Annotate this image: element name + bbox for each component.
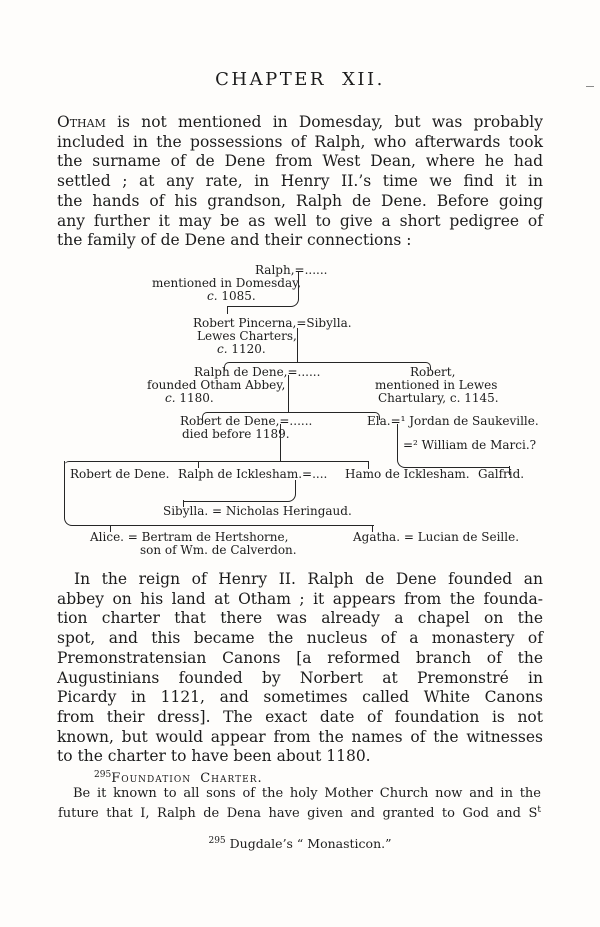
- pedigree-sibylla: Sibylla. = Nicholas Heringaud.: [163, 504, 352, 518]
- pedigree-robert-pincerna-date: c. 1120.: [217, 342, 266, 356]
- connector-gen4-sibling-bar: [202, 412, 380, 420]
- connector-tick-galfrid: [509, 466, 510, 475]
- text-line: Augustinians founded by Norbert at Premonstré in: [57, 668, 543, 687]
- connector-sibylla-descent: [183, 480, 296, 502]
- chapter-heading: CHAPTER XII.: [215, 69, 385, 90]
- pedigree-alice-line1: Alice. = Bertram de Hertshorne,: [90, 530, 289, 544]
- connector-tick-agatha: [372, 525, 373, 532]
- text-line: any further it may be as well to give a short pedigree of: [57, 211, 543, 230]
- pedigree-ralph-sr-name: Ralph,=......: [255, 263, 328, 277]
- text-line: included in the possessions of Ralph, who afterwards took: [57, 132, 543, 151]
- paragraph-intro: [57, 113, 543, 251]
- pedigree-ralph-de-dene-name: Ralph de Dene,=......: [194, 365, 321, 379]
- connector-ela-marriage-bracket: [397, 424, 510, 468]
- pedigree-ralph-de-dene-note: founded Otham Abbey,: [147, 378, 286, 392]
- pedigree-agatha: Agatha. = Lucian de Seille.: [353, 530, 520, 544]
- text-line: the hands of his grandson, Ralph de Dene. Before going: [57, 191, 543, 210]
- text-line: Picardy in 1121, and sometimes called White Canons: [57, 688, 543, 707]
- text-line: from their dress]. The exact date of foundation is not: [57, 707, 543, 726]
- pedigree-robert-pincerna-note: Lewes Charters,: [197, 329, 297, 343]
- paragraph-foundation: [57, 570, 543, 767]
- text-line: [57, 113, 543, 133]
- connector-robert-de-dene-jr-descent: [280, 424, 281, 462]
- pedigree-ralph-de-dene-date: c. 1180.: [165, 391, 214, 405]
- text-line-rest: is not mentioned in Domesday, but was probably: [105, 113, 543, 131]
- pedigree-child-galfrid: Galfrid.: [478, 467, 525, 481]
- pedigree-ela-name: Ela.=¹ Jordan de Saukeville.: [367, 414, 539, 428]
- text-line: settled ; at any rate, in Henry II.’s time we find it in: [57, 172, 543, 191]
- pedigree-child-ralph-icklesham: Ralph de Icklesham.=....: [178, 467, 328, 481]
- text-line: the surname of de Dene from West Dean, where he had: [57, 152, 543, 171]
- pedigree-ralph-sr-note: mentioned in Domesday,: [152, 276, 302, 290]
- pedigree-robert-lewes-name: Robert,: [410, 365, 456, 379]
- text-line: spot, and this became the nucleus of a monastery of: [57, 629, 543, 648]
- charter-heading: [94, 770, 263, 786]
- footnote: [0, 836, 600, 851]
- text-line: abbey on his land at Otham ; it appears from the founda-: [57, 589, 543, 608]
- pedigree-robert-lewes-note: mentioned in Lewes: [375, 378, 498, 392]
- scan-artifact-dash: [586, 86, 594, 87]
- pedigree-robert-lewes-date: Chartulary, c. 1145.: [378, 391, 499, 405]
- charter-footnote-ref: 295: [94, 770, 112, 780]
- connector-gen3-sibling-bar: [224, 362, 431, 370]
- lead-word-small-caps: Otham: [57, 113, 106, 131]
- pedigree-ela-marriage2: =² William de Marci.?: [403, 438, 537, 452]
- footnote-ref: 295: [208, 836, 226, 846]
- text-line: the family of de Dene and their connections :: [57, 231, 412, 250]
- pedigree-ralph-sr-date: c. 1085.: [207, 289, 256, 303]
- charter-line2-text: future that I, Ralph de Dena have given and granted to God and S: [58, 806, 538, 822]
- connector-tick-sibylla: [183, 500, 184, 507]
- connector-tick-robert-pincerna: [227, 306, 228, 314]
- charter-body: [58, 786, 541, 823]
- text-line: [58, 802, 541, 822]
- text-line: known, but would appear from the names of the witnesses: [57, 727, 543, 746]
- charter-heading-text: Foundation Charter.: [111, 771, 263, 786]
- pedigree-alice-line2: son of Wm. de Calverdon.: [140, 543, 297, 557]
- text-line: to the charter to have been about 1180.: [57, 747, 371, 766]
- pedigree-child-robert: Robert de Dene.: [70, 467, 170, 481]
- footnote-text: Dugdale’s “ Monasticon.”: [225, 836, 392, 851]
- charter-line2-superscript: t: [537, 805, 541, 816]
- text-line: Be it known to all sons of the holy Mother Church now and in the: [73, 786, 541, 801]
- text-line: In the reign of Henry II. Ralph de Dene founded an: [74, 570, 543, 588]
- pedigree-robert-de-dene-jr-name: Robert de Dene,=......: [180, 414, 313, 428]
- text-line: tion charter that there was already a chapel on the: [57, 609, 543, 628]
- connector-ralph-de-dene-descent: [288, 375, 289, 413]
- connector-ralph-sr-descent: [227, 271, 299, 307]
- pedigree-child-hamo: Hamo de Icklesham.: [345, 467, 470, 481]
- pedigree-robert-pincerna-name: Robert Pincerna,=Sibylla.: [193, 316, 352, 330]
- pedigree-robert-de-dene-jr-note: died before 1189.: [182, 427, 290, 441]
- connector-robert-pincerna-descent: [297, 328, 298, 363]
- connector-tick-alice: [110, 525, 111, 532]
- text-line: Premonstratensian Canons [a reformed branch of the: [57, 648, 543, 667]
